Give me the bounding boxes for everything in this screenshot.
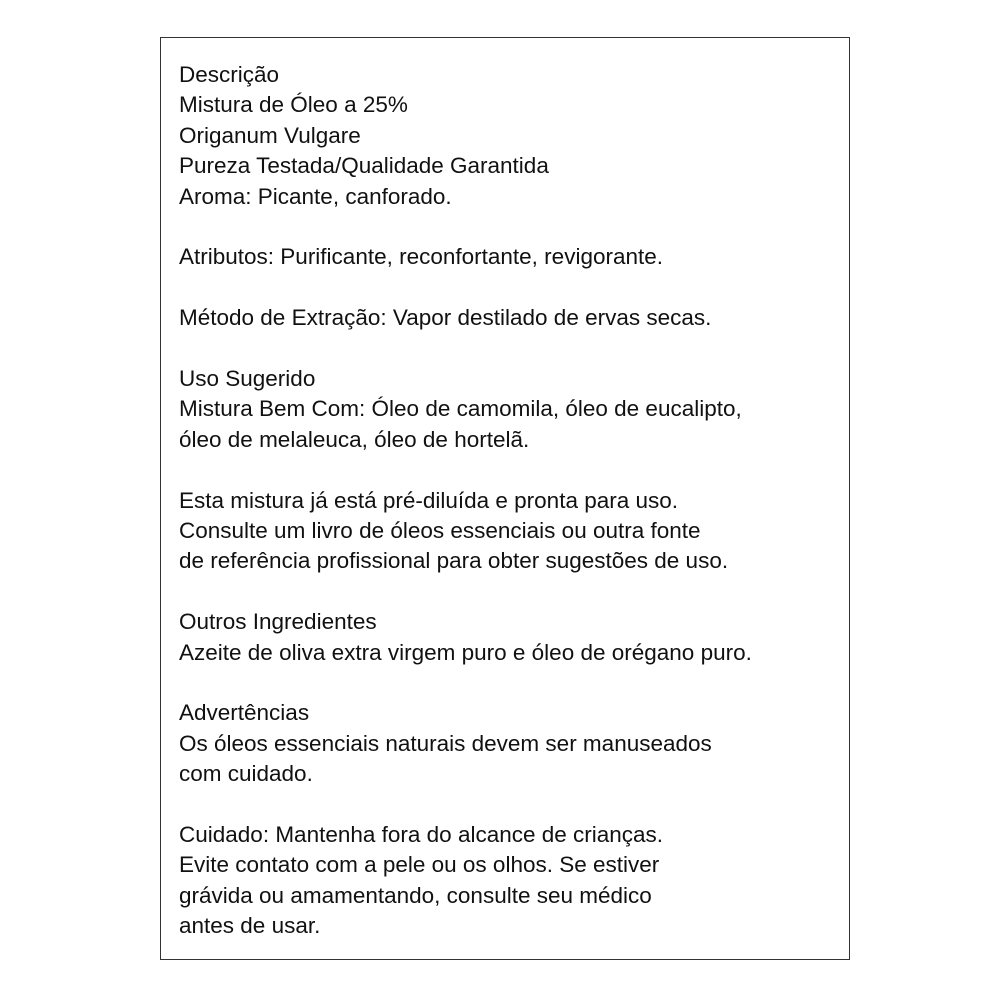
- description-line: Origanum Vulgare: [179, 122, 361, 148]
- description-heading: Descrição: [179, 62, 280, 87]
- description-section: [179, 60, 849, 212]
- description-line: Mistura de Óleo a 25%: [179, 92, 408, 118]
- warnings-line: Os óleos essenciais naturais devem ser manuseados: [179, 730, 712, 756]
- warnings-heading: Advertências: [179, 700, 310, 726]
- extraction-method-section: [179, 303, 849, 333]
- extraction-method-line: Método de Extração: Vapor destilado de ervas secas.: [179, 305, 712, 331]
- description-line: Aroma: Picante, canforado.: [179, 183, 452, 209]
- suggested-use-line: Mistura Bem Com: Óleo de camomila, óleo de eucalipto,: [179, 396, 742, 422]
- usage-note-line: Esta mistura já está pré-diluída e pronta para uso.: [179, 487, 679, 513]
- suggested-use-heading: Uso Sugerido: [179, 366, 316, 392]
- usage-note-section: [179, 486, 849, 577]
- caution-section: [179, 820, 849, 942]
- other-ingredients-section: [179, 607, 849, 668]
- other-ingredients-line: Azeite de oliva extra virgem puro e óleo de orégano puro.: [179, 639, 752, 665]
- usage-note-line: Consulte um livro de óleos essenciais ou outra fonte: [179, 518, 701, 544]
- usage-note-line: de referência profissional para obter sugestões de uso.: [179, 548, 729, 574]
- other-ingredients-heading: Outros Ingredientes: [179, 609, 377, 635]
- caution-line: Cuidado: Mantenha fora do alcance de crianças.: [179, 822, 664, 848]
- warnings-line: com cuidado.: [179, 761, 313, 787]
- caution-line: Evite contato com a pele ou os olhos. Se estiver: [179, 852, 660, 878]
- product-description-box: [160, 37, 850, 960]
- suggested-use-section: [179, 364, 849, 455]
- description-line: Pureza Testada/Qualidade Garantida: [179, 153, 549, 179]
- warnings-section: [179, 698, 849, 789]
- caution-line: grávida ou amamentando, consulte seu médico: [179, 882, 652, 908]
- attributes-line: Atributos: Purificante, reconfortante, revigorante.: [179, 244, 664, 270]
- caution-line: antes de usar.: [179, 913, 321, 939]
- attributes-section: [179, 242, 849, 272]
- suggested-use-line: óleo de melaleuca, óleo de hortelã.: [179, 426, 530, 452]
